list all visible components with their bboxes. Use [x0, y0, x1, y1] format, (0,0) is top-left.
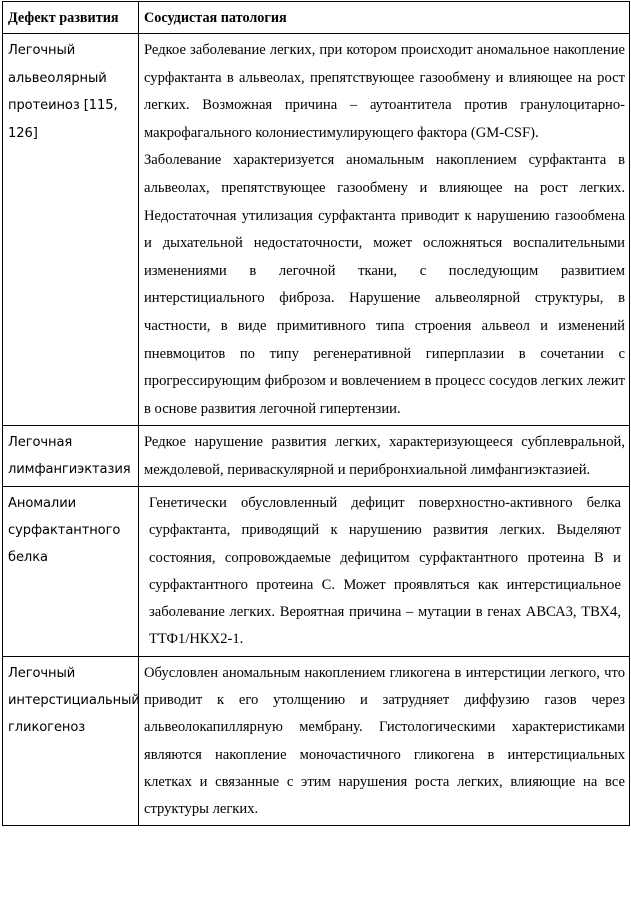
description-paragraph: Редкое нарушение развития легких, характеризующееся субплевральной, междолевой, периваскулярной и перибронхиальной лимфангиэктазией. — [144, 434, 625, 478]
defect-name-cell: Легочная лимфангиэктазия — [3, 426, 139, 487]
description-paragraph: Заболевание характеризуется аномальным накоплением сурфактанта в альвеолах, препятствующее газообмену и влияющее на рост легких. Недостаточная утилизация сурфактанта приводит к нарушению газообмена и дыхательной недостаточности, может осложняться воспалительными изменениями в легочной ткани, с последующим развитием интерстициального фиброза. Нарушение альвеолярной структуры, в частности, в виде примитивного типа строения альвеол и изменений пневмоцитов по типу регенеративной гиперплазии в сочетании с прогрессирующим фиброзом и вовлечением в процесс сосудов легких лежит в основе развития легочной гипертензии. — [144, 152, 625, 417]
pathology-description-cell — [139, 656, 630, 826]
table-row — [3, 34, 630, 426]
table-header-row — [3, 2, 630, 34]
table-row — [3, 486, 630, 656]
defect-name-cell: Легочный альвеолярный протеиноз [115, 126] — [3, 34, 139, 426]
header-pathology: Сосудистая патология — [139, 2, 630, 34]
description-paragraph: Обусловлен аномальным накоплением гликогена в интерстиции легкого, что приводит к его утолщению и затрудняет диффузию газов через альвеолокапиллярную мембрану. Гистологическими характеристиками являются накопление моночастичного гликогена в интерстициальных клетках и связанные с этим нарушения роста легких, влияющие на все структуры легких. — [144, 664, 625, 818]
developmental-defects-table — [2, 1, 630, 826]
defect-name-cell: Аномалии сурфактантного белка — [3, 486, 139, 656]
description-paragraph: Генетически обусловленный дефицит поверхностно-активного белка сурфактанта, приводящий к нарушению развития легких. Выделяют состояния, сопровождаемые дефицитом сурфактантного протеина В и сурфактантного протеина С. Может проявляться как интерстициальное заболевание легких. Вероятная причина – мутации в генах АВСА3, ТВХ4, ТТФ1/НКХ2-1. — [149, 494, 621, 648]
table-row — [3, 426, 630, 487]
pathology-description-cell — [139, 426, 630, 487]
header-defect: Дефект развития — [3, 2, 139, 34]
table-row — [3, 656, 630, 826]
pathology-description-cell — [139, 34, 630, 426]
defect-name-cell: Легочный интерстициальный гликогеноз — [3, 656, 139, 826]
pathology-description-cell — [139, 486, 630, 656]
description-paragraph: Редкое заболевание легких, при котором происходит аномальное накопление сурфактанта в альвеолах, препятствующее газообмену и влияющее на рост легких. Возможная причина – аутоантитела против гранулоцитарно-макрофагального колониестимулирующего фактора (GM-CSF). — [144, 42, 625, 141]
